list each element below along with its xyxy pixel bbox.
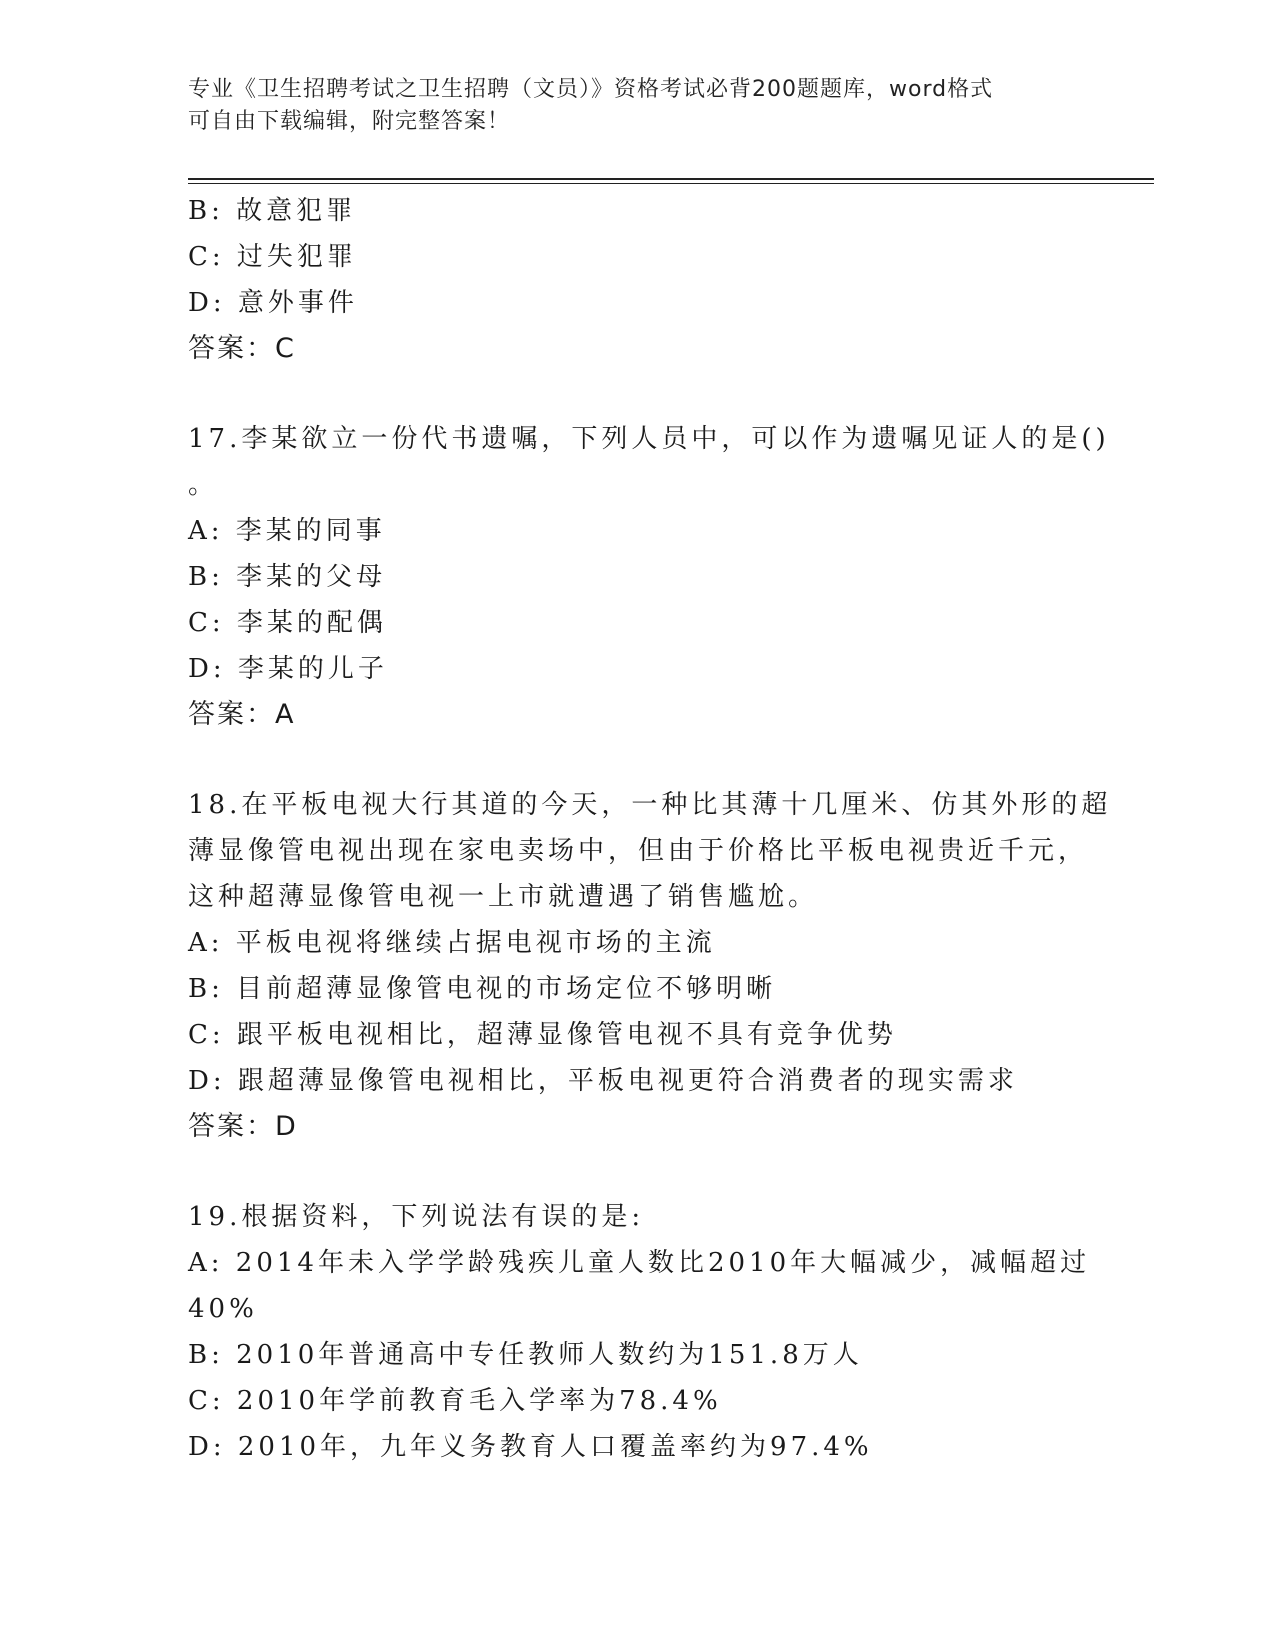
question-17 — [188, 416, 1110, 738]
option-b: B: 目前超薄显像管电视的市场定位不够明晰 — [188, 974, 777, 1004]
question-stem-continued: 这种超薄显像管电视一上市就遭遇了销售尴尬。 — [188, 882, 819, 912]
question-16 — [188, 188, 1088, 372]
document-header — [188, 74, 1068, 138]
spacer — [188, 1150, 1088, 1194]
option-c: C: 过失犯罪 — [188, 242, 357, 272]
header-line-1: 专业《卫生招聘考试之卫生招聘（文员）》资格考试必背200题题库，word格式 — [188, 77, 994, 102]
option-b: B: 2010年普通高中专任教师人数约为151.8万人 — [188, 1340, 863, 1370]
header-rule-thick — [188, 178, 1154, 180]
option-a: A: 平板电视将继续占据电视市场的主流 — [188, 928, 716, 958]
option-d: D: 2010年，九年义务教育人口覆盖率约为97.4% — [188, 1432, 873, 1462]
option-c: C: 跟平板电视相比，超薄显像管电视不具有竞争优势 — [188, 1020, 897, 1050]
option-a: A: 2014年未入学学龄残疾儿童人数比2010年大幅减少，减幅超过 — [188, 1248, 1091, 1278]
answer-label: 答案：C — [188, 333, 296, 364]
option-d: D: 意外事件 — [188, 288, 358, 318]
option-c: C: 李某的配偶 — [188, 608, 387, 638]
question-stem: 18.在平板电视大行其道的今天，一种比其薄十几厘米、仿其外形的超 — [188, 790, 1112, 820]
spacer — [188, 372, 1088, 416]
option-b: B: 故意犯罪 — [188, 196, 357, 226]
option-c: C: 2010年学前教育毛入学率为78.4% — [188, 1386, 722, 1416]
answer-label: 答案：D — [188, 1111, 298, 1142]
spacer — [188, 738, 1088, 782]
option-d: D: 跟超薄显像管电视相比，平板电视更符合消费者的现实需求 — [188, 1066, 1018, 1096]
question-18 — [188, 782, 1112, 1150]
question-stem-continued: 薄显像管电视出现在家电卖场中，但由于价格比平板电视贵近千元， — [188, 836, 1089, 866]
answer-label: 答案：A — [188, 699, 296, 730]
header-line-2: 可自由下载编辑，附完整答案！ — [188, 109, 511, 134]
question-stem: 17.李某欲立一份代书遗嘱，下列人员中，可以作为遗嘱见证人的是() — [188, 424, 1110, 454]
question-19 — [188, 1194, 1091, 1470]
option-a-continued: 40% — [188, 1294, 258, 1324]
question-stem: 19.根据资料，下列说法有误的是: — [188, 1202, 645, 1232]
option-a: A: 李某的同事 — [188, 516, 386, 546]
header-rule-thin — [188, 183, 1154, 184]
option-d: D: 李某的儿子 — [188, 654, 388, 684]
option-b: B: 李某的父母 — [188, 562, 387, 592]
question-stem-continued: 。 — [188, 470, 219, 500]
question-list — [188, 188, 1112, 1470]
